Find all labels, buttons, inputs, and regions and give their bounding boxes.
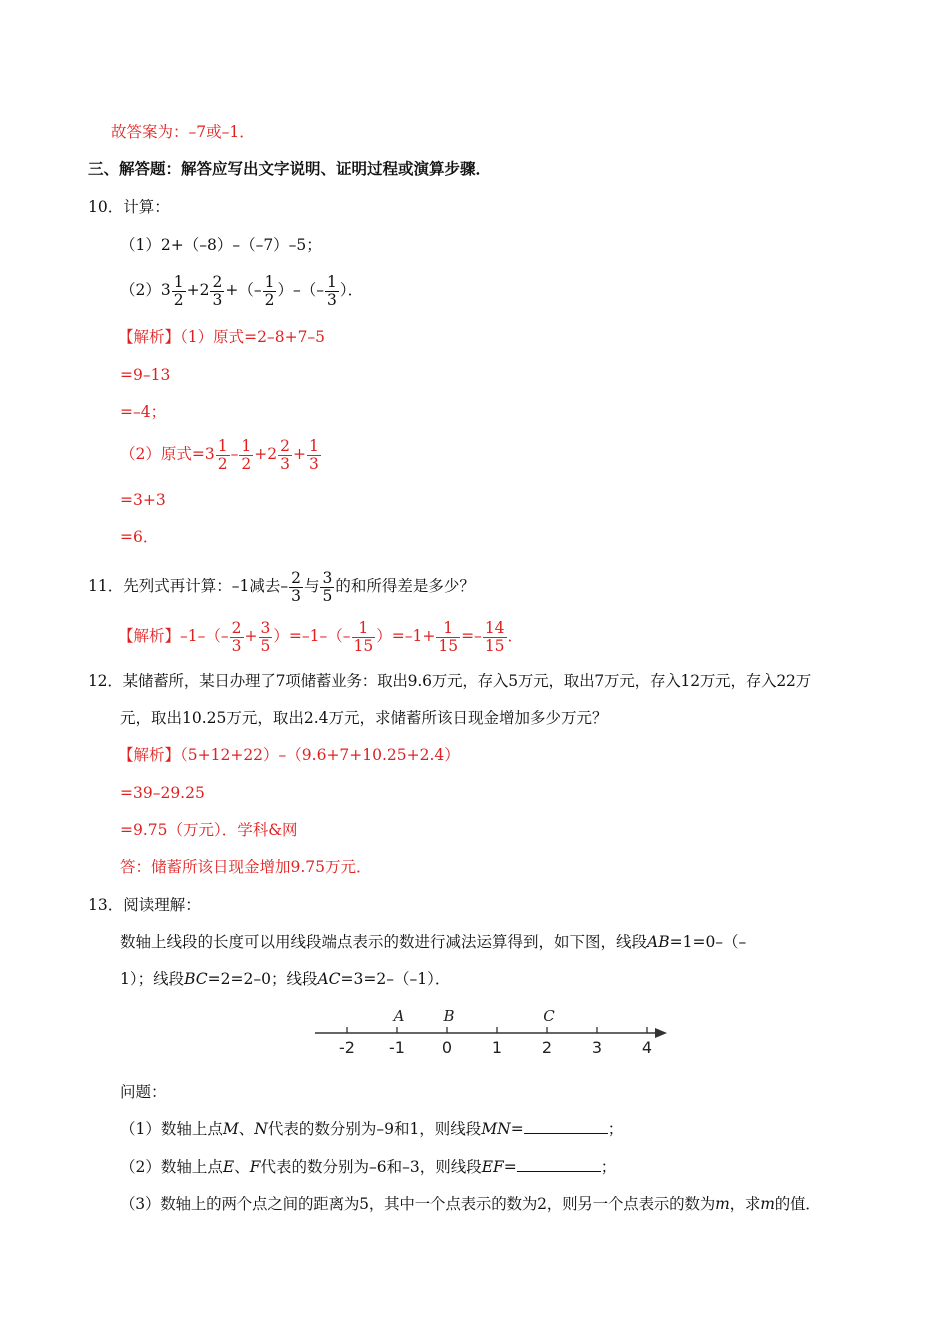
fraction: $\frac{1}{3}$ [308, 436, 319, 473]
previous-answer: 故答案为：–7或–1． [111, 123, 255, 141]
section-heading: 三、解答题：解答应写出文字说明、证明过程或演算步骤． [88, 159, 492, 178]
fraction: $\frac{1}{15}$ [438, 618, 459, 655]
answer-blank[interactable] [524, 1119, 608, 1134]
number-line [310, 1005, 680, 1065]
fraction: $\frac{2}{3}$ [291, 568, 301, 605]
q10-part2: （2）3 $\frac{1}{2}$ +2 $\frac{2}{3}$ +（– $\frac{1}{2}$ ）–（– $\frac{1}{3}$ ）． [120, 272, 364, 309]
fraction: $\frac{1}{2}$ [173, 272, 184, 309]
point-label: B [443, 1007, 455, 1025]
arrow-right-icon [655, 1028, 667, 1038]
q10-solution-line1: 【解析】（1）原式=2–8+7–5 [118, 328, 326, 346]
point-label: C [543, 1007, 555, 1025]
fraction: $\frac{1}{15}$ [353, 618, 374, 655]
q13-desc-line1: 数轴上线段的长度可以用线段端点表示的数进行减法运算得到，如下图，线段AB=1=0–（– [120, 933, 747, 951]
point-label: A [393, 1007, 405, 1025]
tick-label: 2 [541, 1038, 553, 1057]
fraction: $\frac{2}{3}$ [280, 436, 290, 473]
q12-text-line1: 12．某储蓄所，某日办理了7项储蓄业务：取出9.6万元，存入5万元，取出7万元，存入12万元，存入22万 [88, 672, 812, 690]
q10-solution-line4: （2）原式=3 $\frac{1}{2}$ – $\frac{1}{2}$ +2 $\frac{2}{3}$ + $\frac{1}{3}$ [120, 436, 319, 473]
q12-solution-line1: 【解析】（5+12+22）–（9.6+7+10.25+2.4） [118, 746, 460, 764]
q12-solution-line2: =39–29.25 [120, 784, 205, 802]
fraction: $\frac{1}{3}$ [327, 272, 337, 309]
q10-part1: （1）2+（–8）–（–7）–5； [120, 236, 322, 254]
fraction: $\frac{1}{2}$ [241, 436, 252, 473]
q13-title: 13．阅读理解： [88, 896, 201, 914]
q12-solution-line3: =9.75（万元）．学科&网 [120, 821, 298, 839]
fraction: $\frac{14}{15}$ [484, 618, 505, 655]
tick-label: 3 [591, 1038, 603, 1057]
fraction: $\frac{2}{3}$ [212, 272, 223, 309]
q10-solution-line6: =6． [120, 528, 159, 546]
answer-blank[interactable] [517, 1157, 601, 1172]
q11-question: 11．先列式再计算：–1减去– $\frac{2}{3}$ 与 $\frac{3}{5}$ 的和所得差是多少？ [88, 568, 475, 605]
fraction: $\frac{1}{2}$ [217, 436, 228, 473]
tick-label: -1 [389, 1038, 405, 1057]
fraction: $\frac{3}{5}$ [322, 568, 333, 605]
q10-title: 10．计算： [88, 198, 170, 216]
q11-solution: 【解析】–1–（– $\frac{2}{3}$ + $\frac{3}{5}$ ）=–1–（– $\frac{1}{15}$ ）=–1+ $\frac{1}{15}$ =– $\frac{14}{15}$ ． [118, 618, 524, 655]
tick-label: 0 [441, 1038, 453, 1057]
q13-sub1: （1）数轴上点M、N代表的数分别为–9和1，则线段MN= ； [120, 1120, 624, 1138]
fraction: $\frac{3}{5}$ [260, 618, 271, 655]
q10-solution-line3: =–4； [120, 403, 167, 421]
fraction: $\frac{1}{2}$ [264, 272, 275, 309]
q10-solution-line5: =3+3 [120, 491, 166, 509]
q12-text-line2: 元，取出10.25万元，取出2.4万元，求储蓄所该日现金增加多少万元？ [120, 709, 608, 727]
tick-label: 4 [641, 1038, 653, 1057]
tick-label: -2 [339, 1038, 355, 1057]
tick-label: 1 [491, 1038, 503, 1057]
fraction: $\frac{2}{3}$ [231, 618, 242, 655]
q13-question-label: 问题： [120, 1083, 167, 1101]
q13-sub3: （3）数轴上的两个点之间的距离为5，其中一个点表示的数为2，则另一个点表示的数为m，求m的值． [120, 1195, 821, 1213]
q10-solution-line2: =9–13 [120, 366, 171, 384]
q13-desc-line2: 1）；线段BC=2=2–0；线段AC=3=2–（–1）． [120, 970, 451, 988]
q12-solution-line4: 答：储蓄所该日现金增加9.75万元． [120, 858, 372, 876]
q13-sub2: （2）数轴上点E、F代表的数分别为–6和–3，则线段EF= ； [120, 1158, 617, 1176]
